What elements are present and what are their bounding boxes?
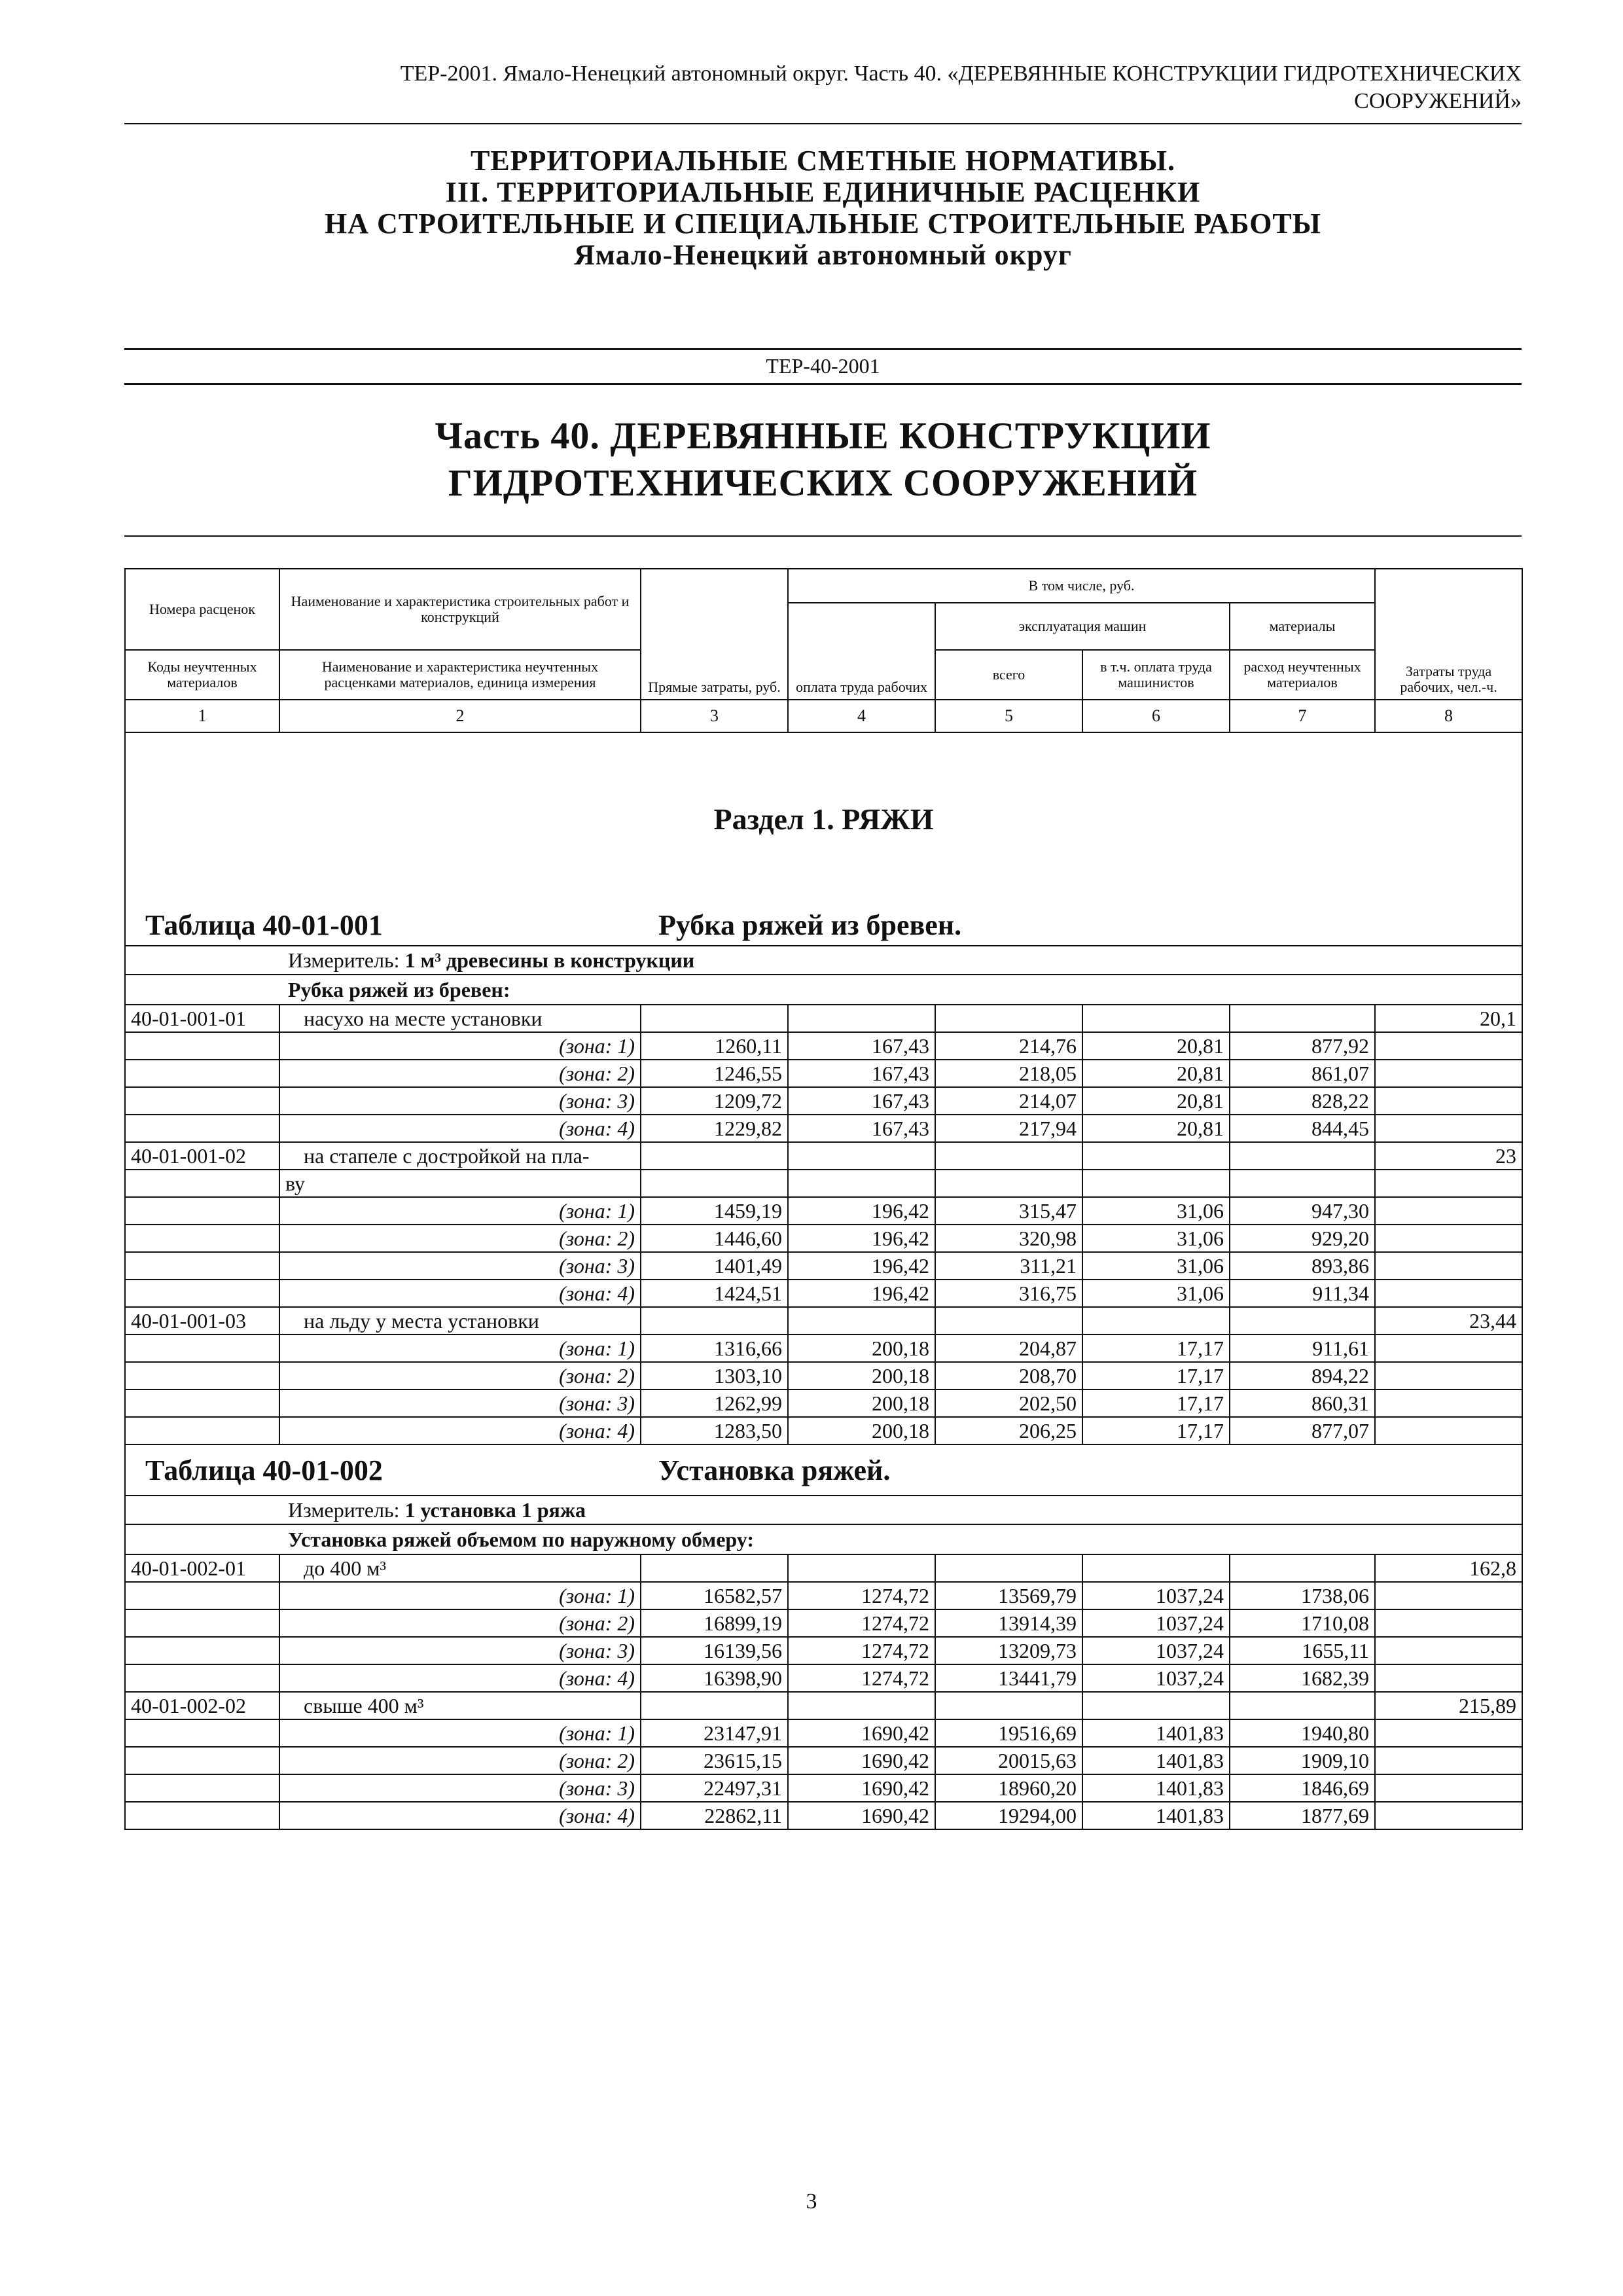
machinist-wage: 31,06 [1082, 1280, 1230, 1307]
header-col3: Прямые затраты, руб. [641, 569, 788, 700]
col-number: 2 [279, 700, 641, 732]
rate-name: свыше 400 м³ [304, 1694, 424, 1717]
zone-row [125, 1664, 1522, 1692]
wage-cost: 200,18 [788, 1335, 935, 1362]
zone-label: (зона: 3) [279, 1774, 641, 1802]
header-divider [124, 123, 1522, 124]
rate-name-cell [279, 1692, 641, 1719]
header-col2-top: Наименование и характеристика строительных работ и конструкций [279, 569, 641, 650]
running-header [124, 60, 1522, 115]
main-title-line4: Ямало-Ненецкий автономный округ [574, 239, 1072, 271]
material-cost: 947,30 [1230, 1197, 1375, 1225]
machinist-wage: 31,06 [1082, 1197, 1230, 1225]
zone-row [125, 1417, 1522, 1444]
empty-cell [788, 1554, 935, 1582]
empty-cell [1375, 1225, 1522, 1252]
direct-cost: 1401,49 [641, 1252, 788, 1280]
machinist-wage: 1401,83 [1082, 1802, 1230, 1829]
header-col1-top: Номера расценок [125, 569, 279, 650]
group-label: Рубка ряжей из бревен: [288, 977, 510, 1001]
direct-cost: 1303,10 [641, 1362, 788, 1390]
empty-cell [788, 1005, 935, 1032]
empty-cell [935, 1142, 1082, 1170]
direct-cost: 1260,11 [641, 1032, 788, 1060]
wage-cost: 1274,72 [788, 1582, 935, 1609]
zone-label: (зона: 3) [279, 1637, 641, 1664]
empty-cell [125, 1390, 279, 1417]
rate-code: 40-01-002-01 [125, 1554, 279, 1582]
direct-cost: 16139,56 [641, 1637, 788, 1664]
table-heading [125, 1444, 1522, 1496]
machine-cost: 13569,79 [935, 1582, 1082, 1609]
empty-cell [125, 1362, 279, 1390]
header-col4: оплата труда рабочих [788, 603, 935, 700]
labor-cost: 162,8 [1375, 1554, 1522, 1582]
empty-cell [1375, 1390, 1522, 1417]
machine-cost: 19516,69 [935, 1719, 1082, 1747]
machinist-wage: 20,81 [1082, 1115, 1230, 1142]
wage-cost: 196,42 [788, 1280, 935, 1307]
empty-cell [935, 1307, 1082, 1335]
empty-cell [1375, 1582, 1522, 1609]
wage-cost: 1274,72 [788, 1664, 935, 1692]
empty-cell [125, 1197, 279, 1225]
empty-cell [1375, 1252, 1522, 1280]
zone-label: (зона: 2) [279, 1609, 641, 1637]
empty-cell [1375, 1637, 1522, 1664]
labor-cost: 20,1 [1375, 1005, 1522, 1032]
zone-row [125, 1225, 1522, 1252]
machine-cost: 18960,20 [935, 1774, 1082, 1802]
empty-cell [788, 1307, 935, 1335]
empty-cell [1230, 1142, 1375, 1170]
machinist-wage: 20,81 [1082, 1032, 1230, 1060]
empty-cell [125, 1719, 279, 1747]
empty-cell [1082, 1005, 1230, 1032]
rate-name-cell [279, 1005, 641, 1032]
zone-label: (зона: 2) [279, 1225, 641, 1252]
machinist-wage: 17,17 [1082, 1335, 1230, 1362]
wage-cost: 1690,42 [788, 1774, 935, 1802]
empty-cell [1375, 1032, 1522, 1060]
machine-cost: 20015,63 [935, 1747, 1082, 1774]
empty-cell [1375, 1115, 1522, 1142]
empty-cell [1230, 1692, 1375, 1719]
machinist-wage: 17,17 [1082, 1390, 1230, 1417]
zone-label: (зона: 2) [279, 1747, 641, 1774]
zone-row [125, 1637, 1522, 1664]
col-number: 4 [788, 700, 935, 732]
zone-label: (зона: 1) [279, 1719, 641, 1747]
direct-cost: 1283,50 [641, 1417, 788, 1444]
part-title-line2: ГИДРОТЕХНИЧЕСКИХ СООРУЖЕНИЙ [448, 461, 1198, 504]
table-heading [125, 905, 1522, 946]
machinist-wage: 31,06 [1082, 1225, 1230, 1252]
empty-cell [935, 1554, 1082, 1582]
material-cost: 929,20 [1230, 1225, 1375, 1252]
running-header-line2: СООРУЖЕНИЙ» [1354, 89, 1522, 113]
meter-label: Измеритель: [288, 948, 400, 972]
empty-cell [125, 1802, 279, 1829]
wage-cost: 167,43 [788, 1032, 935, 1060]
header-col1-bottom: Коды неучтенных материалов [125, 650, 279, 700]
main-title-line3: НА СТРОИТЕЛЬНЫЕ И СПЕЦИАЛЬНЫЕ СТРОИТЕЛЬНЫЕ РАБОТЫ [325, 207, 1321, 240]
material-cost: 1940,80 [1230, 1719, 1375, 1747]
group-label: Установка ряжей объемом по наружному обмеру: [288, 1527, 754, 1551]
rates-table [124, 568, 1523, 1830]
header-materials: материалы [1230, 603, 1375, 650]
empty-cell [1375, 1609, 1522, 1637]
direct-cost: 22862,11 [641, 1802, 788, 1829]
zone-label: (зона: 1) [279, 1032, 641, 1060]
material-cost: 1682,39 [1230, 1664, 1375, 1692]
zone-row [125, 1032, 1522, 1060]
col-number: 5 [935, 700, 1082, 732]
empty-cell [125, 1252, 279, 1280]
empty-cell [125, 1032, 279, 1060]
header-col7: расход неучтенных материалов [1230, 650, 1375, 700]
empty-cell [1082, 1142, 1230, 1170]
material-cost: 1877,69 [1230, 1802, 1375, 1829]
empty-cell [125, 1170, 279, 1197]
rate-name-cell [279, 1142, 641, 1170]
empty-cell [125, 1609, 279, 1637]
empty-cell [1375, 1335, 1522, 1362]
empty-cell [1375, 1747, 1522, 1774]
header-including: В том числе, руб. [788, 569, 1375, 603]
zone-row [125, 1747, 1522, 1774]
zone-row [125, 1280, 1522, 1307]
direct-cost: 23615,15 [641, 1747, 788, 1774]
col-number: 1 [125, 700, 279, 732]
empty-cell [1375, 1802, 1522, 1829]
machinist-wage: 1037,24 [1082, 1664, 1230, 1692]
empty-cell [125, 1747, 279, 1774]
machine-cost: 315,47 [935, 1197, 1082, 1225]
meter-value: 1 установка 1 ряжа [404, 1498, 586, 1522]
empty-cell [1375, 1362, 1522, 1390]
doc-code-rule-bottom [124, 383, 1522, 385]
zone-row [125, 1774, 1522, 1802]
machine-cost: 217,94 [935, 1115, 1082, 1142]
section-title: Раздел 1. РЯЖИ [713, 802, 934, 836]
wage-cost: 196,42 [788, 1225, 935, 1252]
machinist-wage: 1037,24 [1082, 1637, 1230, 1664]
zone-row [125, 1197, 1522, 1225]
wage-cost: 1274,72 [788, 1637, 935, 1664]
labor-cost: 215,89 [1375, 1692, 1522, 1719]
empty-cell [1230, 1307, 1375, 1335]
wage-cost: 200,18 [788, 1362, 935, 1390]
empty-cell [788, 1692, 935, 1719]
machine-cost: 320,98 [935, 1225, 1082, 1252]
wage-cost: 196,42 [788, 1197, 935, 1225]
rate-code: 40-01-001-03 [125, 1307, 279, 1335]
empty-cell [1375, 1774, 1522, 1802]
zone-label: (зона: 4) [279, 1664, 641, 1692]
rate-code: 40-01-001-02 [125, 1142, 279, 1170]
machinist-wage: 1037,24 [1082, 1609, 1230, 1637]
rate-item-row [125, 1554, 1522, 1582]
doc-code-rule-top [124, 348, 1522, 350]
rate-item-row [125, 1307, 1522, 1335]
empty-cell [1082, 1692, 1230, 1719]
wage-cost: 1274,72 [788, 1609, 935, 1637]
zone-row [125, 1609, 1522, 1637]
rate-name-line1: на стапеле с достройкой на пла- [304, 1144, 590, 1168]
meter-label: Измеритель: [288, 1498, 400, 1522]
empty-cell [1375, 1087, 1522, 1115]
material-cost: 1738,06 [1230, 1582, 1375, 1609]
rate-name-continuation-row [125, 1170, 1522, 1197]
table-meter [125, 946, 1522, 975]
zone-label: (зона: 2) [279, 1362, 641, 1390]
empty-cell [125, 1087, 279, 1115]
header-machines: эксплуатация машин [935, 603, 1230, 650]
group-heading [125, 1524, 1522, 1554]
zone-row [125, 1252, 1522, 1280]
zone-row [125, 1362, 1522, 1390]
part-title [124, 412, 1522, 507]
material-cost: 828,22 [1230, 1087, 1375, 1115]
machine-cost: 316,75 [935, 1280, 1082, 1307]
main-title-line1: ТЕРРИТОРИАЛЬНЫЕ СМЕТНЫЕ НОРМАТИВЫ. [470, 145, 1176, 177]
empty-cell [1375, 1280, 1522, 1307]
material-cost: 844,45 [1230, 1115, 1375, 1142]
header-col2-bottom: Наименование и характеристика неучтенных расценками материалов, единица измерения [279, 650, 641, 700]
header-col8: Затраты труда рабочих, чел.-ч. [1375, 569, 1522, 700]
machine-cost: 214,07 [935, 1087, 1082, 1115]
machine-cost: 202,50 [935, 1390, 1082, 1417]
machine-cost: 311,21 [935, 1252, 1082, 1280]
machine-cost: 204,87 [935, 1335, 1082, 1362]
material-cost: 1846,69 [1230, 1774, 1375, 1802]
table-code: Таблица 40-01-002 [145, 1454, 383, 1486]
zone-label: (зона: 2) [279, 1060, 641, 1087]
empty-cell [125, 1225, 279, 1252]
machinist-wage: 20,81 [1082, 1060, 1230, 1087]
rate-name: до 400 м³ [304, 1556, 387, 1580]
direct-cost: 22497,31 [641, 1774, 788, 1802]
direct-cost: 23147,91 [641, 1719, 788, 1747]
labor-cost: 23,44 [1375, 1307, 1522, 1335]
machinist-wage: 1401,83 [1082, 1747, 1230, 1774]
direct-cost: 1209,72 [641, 1087, 788, 1115]
machinist-wage: 17,17 [1082, 1362, 1230, 1390]
rate-name-cell [279, 1307, 641, 1335]
header-col6: в т.ч. оплата труда машинистов [1082, 650, 1230, 700]
empty-cell [641, 1692, 788, 1719]
direct-cost: 1229,82 [641, 1115, 788, 1142]
wage-cost: 196,42 [788, 1252, 935, 1280]
empty-cell [125, 1417, 279, 1444]
machine-cost: 13914,39 [935, 1609, 1082, 1637]
wage-cost: 1690,42 [788, 1747, 935, 1774]
zone-row [125, 1115, 1522, 1142]
empty-cell [641, 1554, 788, 1582]
machine-cost: 19294,00 [935, 1802, 1082, 1829]
material-cost: 860,31 [1230, 1390, 1375, 1417]
machinist-wage: 1037,24 [1082, 1582, 1230, 1609]
empty-cell [1230, 1005, 1375, 1032]
rate-item-row [125, 1692, 1522, 1719]
machine-cost: 218,05 [935, 1060, 1082, 1087]
zone-row [125, 1719, 1522, 1747]
zone-row [125, 1087, 1522, 1115]
empty-cell [125, 1060, 279, 1087]
material-cost: 877,07 [1230, 1417, 1375, 1444]
direct-cost: 16398,90 [641, 1664, 788, 1692]
empty-cell [1375, 1417, 1522, 1444]
empty-cell [788, 1142, 935, 1170]
direct-cost: 1459,19 [641, 1197, 788, 1225]
material-cost: 894,22 [1230, 1362, 1375, 1390]
empty-cell [125, 1774, 279, 1802]
zone-row [125, 1802, 1522, 1829]
zone-row [125, 1060, 1522, 1087]
material-cost: 1710,08 [1230, 1609, 1375, 1637]
material-cost: 1909,10 [1230, 1747, 1375, 1774]
zone-label: (зона: 4) [279, 1115, 641, 1142]
wage-cost: 167,43 [788, 1115, 935, 1142]
material-cost: 893,86 [1230, 1252, 1375, 1280]
direct-cost: 1246,55 [641, 1060, 788, 1087]
rate-name-line2: ву [279, 1170, 641, 1197]
empty-cell [641, 1307, 788, 1335]
doc-code: ТЕР-40-2001 [766, 354, 880, 378]
machine-cost: 13441,79 [935, 1664, 1082, 1692]
direct-cost: 16899,19 [641, 1609, 788, 1637]
machinist-wage: 17,17 [1082, 1417, 1230, 1444]
labor-cost: 23 [1375, 1142, 1522, 1170]
col-number: 3 [641, 700, 788, 732]
empty-cell [1375, 1060, 1522, 1087]
machinist-wage: 1401,83 [1082, 1774, 1230, 1802]
material-cost: 1655,11 [1230, 1637, 1375, 1664]
rate-item-row [125, 1005, 1522, 1032]
rate-name: на льду у места установки [304, 1309, 539, 1333]
table-title: Установка ряжей. [658, 1454, 891, 1486]
empty-cell [125, 1335, 279, 1362]
table-code: Таблица 40-01-001 [145, 908, 383, 941]
material-cost: 861,07 [1230, 1060, 1375, 1087]
wage-cost: 167,43 [788, 1087, 935, 1115]
empty-cell [125, 1664, 279, 1692]
meter-value: 1 м³ древесины в конструкции [404, 948, 695, 972]
rate-code: 40-01-002-02 [125, 1692, 279, 1719]
machinist-wage: 1401,83 [1082, 1719, 1230, 1747]
wage-cost: 167,43 [788, 1060, 935, 1087]
empty-cell [1082, 1307, 1230, 1335]
rate-item-row [125, 1142, 1522, 1170]
table-title: Рубка ряжей из бревен. [658, 908, 962, 941]
machinist-wage: 20,81 [1082, 1087, 1230, 1115]
running-header-line1: ТЕР-2001. Ямало-Ненецкий автономный округ. Часть 40. «ДЕРЕВЯННЫЕ КОНСТРУКЦИИ ГИДРОТЕХНИЧЕСКИХ [400, 62, 1522, 86]
header-col5: всего [935, 650, 1082, 700]
empty-cell [125, 1280, 279, 1307]
machine-cost: 208,70 [935, 1362, 1082, 1390]
material-cost: 911,61 [1230, 1335, 1375, 1362]
rate-code: 40-01-001-01 [125, 1005, 279, 1032]
zone-row [125, 1390, 1522, 1417]
part-title-line1: Часть 40. ДЕРЕВЯННЫЕ КОНСТРУКЦИИ [435, 414, 1211, 457]
zone-label: (зона: 4) [279, 1280, 641, 1307]
empty-cell [125, 1637, 279, 1664]
empty-cell [1375, 1664, 1522, 1692]
direct-cost: 1424,51 [641, 1280, 788, 1307]
zone-label: (зона: 3) [279, 1087, 641, 1115]
empty-cell [641, 1005, 788, 1032]
empty-cell [125, 1582, 279, 1609]
wage-cost: 1690,42 [788, 1719, 935, 1747]
zone-label: (зона: 3) [279, 1252, 641, 1280]
empty-cell [1230, 1554, 1375, 1582]
direct-cost: 1262,99 [641, 1390, 788, 1417]
zone-label: (зона: 3) [279, 1390, 641, 1417]
wage-cost: 200,18 [788, 1417, 935, 1444]
col-number: 8 [1375, 700, 1522, 732]
zone-label: (зона: 4) [279, 1802, 641, 1829]
material-cost: 877,92 [1230, 1032, 1375, 1060]
part-divider [124, 535, 1522, 537]
main-title-line2: III. ТЕРРИТОРИАЛЬНЫЕ ЕДИНИЧНЫЕ РАСЦЕНКИ [445, 176, 1201, 208]
wage-cost: 200,18 [788, 1390, 935, 1417]
direct-cost: 1446,60 [641, 1225, 788, 1252]
col-number: 7 [1230, 700, 1375, 732]
machine-cost: 214,76 [935, 1032, 1082, 1060]
direct-cost: 1316,66 [641, 1335, 788, 1362]
table-block-2 [125, 1444, 1522, 1554]
wage-cost: 1690,42 [788, 1802, 935, 1829]
zone-label: (зона: 1) [279, 1197, 641, 1225]
table-meter [125, 1496, 1522, 1524]
empty-cell [641, 1142, 788, 1170]
page-number: 3 [806, 2189, 817, 2214]
rate-name-cell [279, 1554, 641, 1582]
machine-cost: 206,25 [935, 1417, 1082, 1444]
zone-row [125, 1335, 1522, 1362]
col-number: 6 [1082, 700, 1230, 732]
empty-cell [1082, 1554, 1230, 1582]
empty-cell [1375, 1197, 1522, 1225]
machine-cost: 13209,73 [935, 1637, 1082, 1664]
group-heading [125, 975, 1522, 1005]
empty-cell [1375, 1719, 1522, 1747]
empty-cell [935, 1005, 1082, 1032]
main-title [124, 145, 1522, 271]
table-block-1 [125, 905, 1522, 1005]
empty-cell [935, 1692, 1082, 1719]
zone-label: (зона: 1) [279, 1582, 641, 1609]
direct-cost: 16582,57 [641, 1582, 788, 1609]
zone-row [125, 1582, 1522, 1609]
machinist-wage: 31,06 [1082, 1252, 1230, 1280]
rate-name: насухо на месте установки [304, 1007, 543, 1030]
zone-label: (зона: 4) [279, 1417, 641, 1444]
zone-label: (зона: 1) [279, 1335, 641, 1362]
empty-cell [125, 1115, 279, 1142]
material-cost: 911,34 [1230, 1280, 1375, 1307]
section-heading [125, 732, 1522, 905]
